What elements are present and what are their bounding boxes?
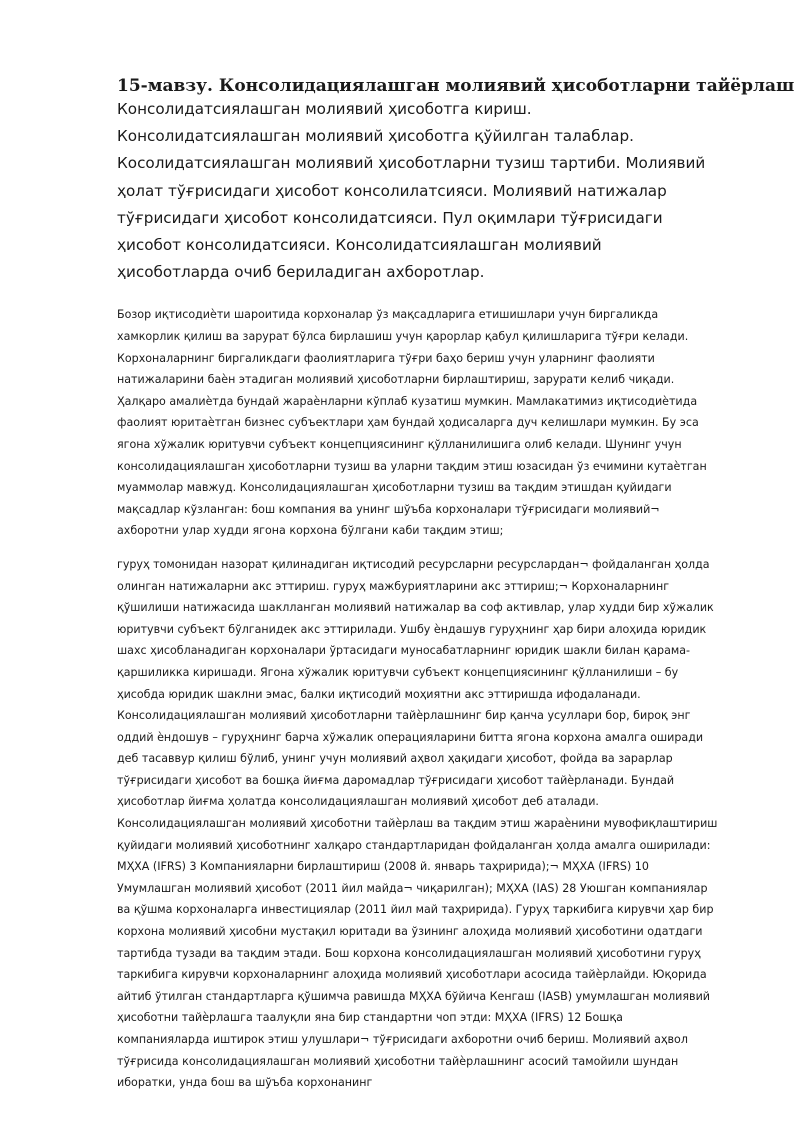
body-paragraph-2: гуруҳ томонидан назорат қилинадиган иқтисодий ресурсларни ресурслардан¬ фойдаланган ҳолда олинган натижаларни акс эттириш. гуруҳ мажбуриятларини акс эттириш;¬ Корхоналарнинг қўшилиши натижасида шаклланган молиявий натижалар ва соф активлар, улар худди бир хўжалик юритувчи субъект бўлганидек акс эттирилади. Ушбу ѐндашув гуруҳнинг ҳар бири алоҳида юридик шахс ҳисобланадиган корхоналари ўртасидаги муносабатларнинг юридик шакли билан қарама-қаршиликка киришади. Ягона хўжалик юритувчи субъект концепциясининг қўлланилиши – бу ҳисобда юридик шаклни эмас, балки иқтисодий моҳиятни акс эттиришда ифодаланади. Консолидациялашган молиявий ҳисоботларни тайѐрлашнинг бир қанча усуллари бор, бироқ энг оддий ѐндошув – гуруҳнинг барча хўжалик операцияларини битта ягона корхона амалга оширади деб тасаввур қилиш бўлиб, унинг учун молиявий аҳвол ҳақидаги ҳисобот, фойда ва зарарлар тўғрисидаги ҳисобот ва бошқа йиғма даромадлар тўғрисидаги ҳисобот тайѐрланади. Бундай ҳисоботлар йиғма ҳолатда консолидациялашган молиявий ҳисобот деб аталади. Консолидациялашган молиявий ҳисоботни тайѐрлаш ва тақдим этиш жараѐнини мувофиқлаштириш қуйидаги молиявий ҳисоботнинг халқаро стандартларидан фойдаланган ҳолда амалга оширилади: МҲХА (IFRS) 3 Компанияларни бирлаштириш (2008 й. январь таҳририда);¬ МҲХА (IFRS) 10 Умумлашган молиявий ҳисобот (2011 йил майда¬ чиқарилган); МҲХА (IAS) 28 Уюшган компаниялар ва қўшма корхоналарга инвестициялар (2011 йил май таҳририда). Гуруҳ таркибига кирувчи ҳар бир корхона молиявий ҳисобни мустақил юритади ва ўзининг алоҳида молиявий ҳисоботини одатдаги тартибда тузади ва тақдим этади. Бош корхона консолидациялашган молиявий ҳисоботини гуруҳ таркибига кирувчи корхоналарнинг алоҳида молиявий ҳисоботлари асосида тайѐрлайди. Юқорида айтиб ўтилган стандартларга қўшимча равишда МҲХА бўйича Кенгаш (IASB) умумлашган молиявий ҳисоботни тайѐрлашга таалуқли яна бир стандартни чоп этди: МҲХА (IFRS) 12 Бошқа компанияларда иштирок этиш улушлари¬ тўғрисидаги ахборотни очиб бериш. Молиявий аҳвол тўғрисида консолидациялашган молиявий ҳисоботни тайѐрлашнинг асосий тамойили шундан иборатки, унда бош ва шўъба корхонанинг — [117, 557, 718, 1090]
document-title: 15-мавзу. Консолидациялашган молиявий ҳисоботларни тайёрлаш — [117, 76, 795, 96]
topic-summary: Консолидатсиялашган молиявий ҳисоботга кириш. Консолидатсиялашган молиявий ҳисоботга қўйилган талаблар. Косолидатсиялашган молиявий ҳисоботларни тузиш тартиби. Молиявий ҳолат тўғрисидаги ҳисобот консолилатсияси. Молиявий натижалар тўғрисидаги ҳисобот консолидатсияси. Пул оқимлари тўғрисидаги ҳисобот консолидатсияси. Консолидатсиялашган молиявий ҳисоботларда очиб бериладиган ахборотлар. — [117, 100, 706, 282]
body-paragraph-1: Бозор иқтисодиѐти шароитида корхоналар ўз мақсадларига етишишлари учун биргаликда хамкорлик қилиш ва зарурат бўлса бирлашиш учун қарорлар қабул қилишларига тўғри келади. Корхоналарнинг биргаликдаги фаолиятларига тўғри баҳо бериш учун уларнинг фаолияти натижаларини баѐн этадиган молиявий ҳисоботларни бирлаштириш, зарурати келиб чиқади. Ҳалқаро амалиѐтда бундай жараѐнларни кўплаб кузатиш мумкин. Мамлакатимиз иқтисодиѐтида фаолият юритаѐтган бизнес субъектлари ҳам бундай ҳодисаларга дуч келишлари мумкин. Бу эса ягона хўжалик юритувчи субъект концепциясининг қўлланилишига олиб келади. Шунинг учун консолидациялашган ҳисоботларни тузиш ва уларни тақдим этиш юзасидан ўз ечимини кутаѐтган муаммолар мавжуд. Консолидациялашган ҳисоботларни тузиш ва тақдим этишдан қуйидаги мақсадлар кўзланган: бош компания ва унинг шўъба корхоналари тўғрисидаги молиявий¬ ахборотни улар худди ягона корхона бўлгани каби тақдим этиш; — [117, 308, 707, 538]
